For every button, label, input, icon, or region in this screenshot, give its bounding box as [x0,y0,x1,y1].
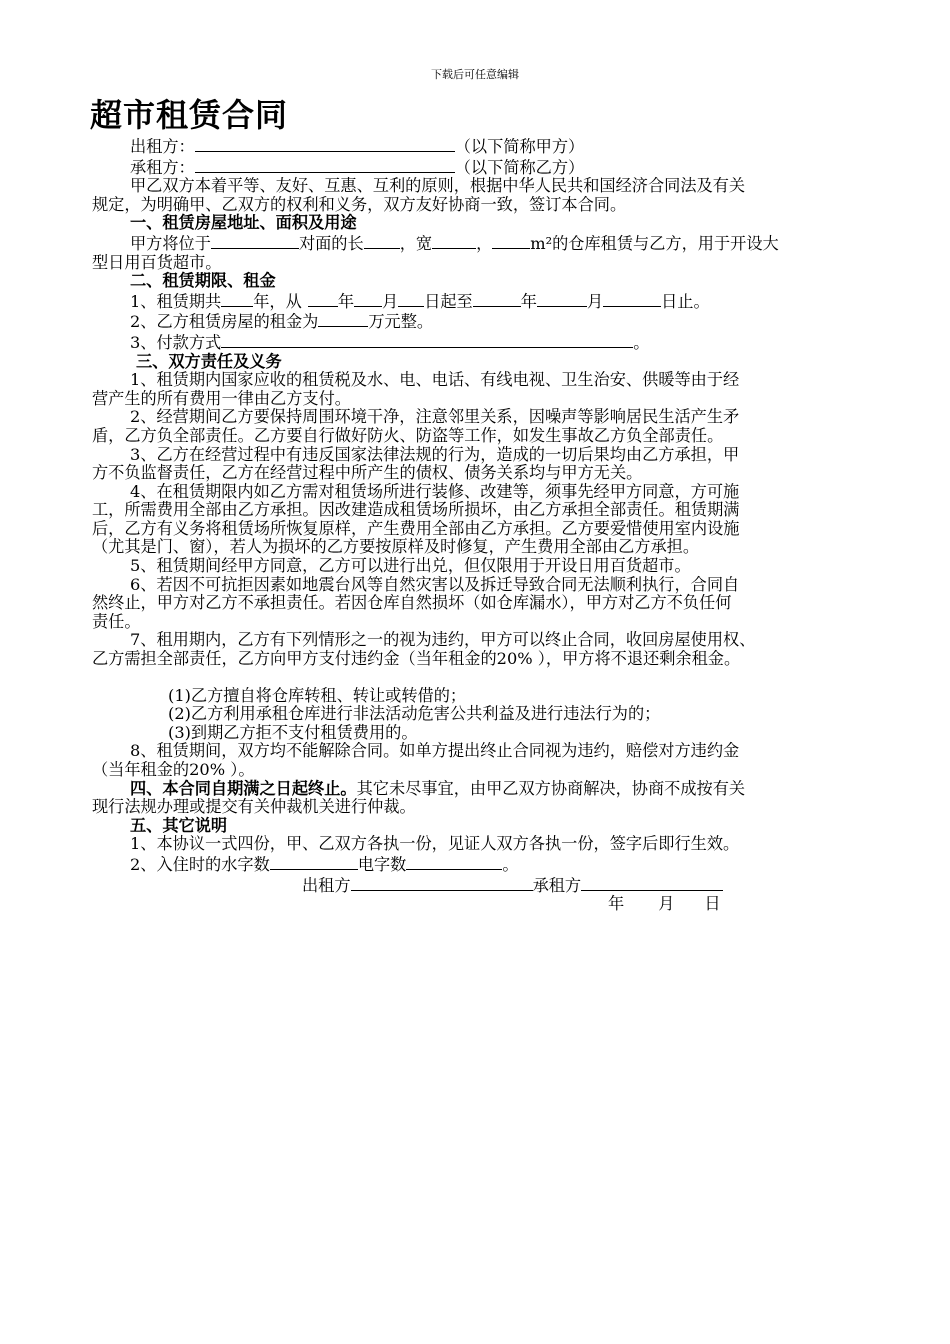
s3-line-2: 营产生的所有费用一律由乙方支付。 [92,388,351,408]
rent-blank [318,311,368,327]
section-5-heading: 五、其它说明 [130,815,228,835]
s1-text-e: m²的仓库租赁与乙方，用于开设大 [530,233,779,253]
s3-line-3: 2、经营期间乙方要保持周围环境干净，注意邻里关系，因噪声等影响居民生活产生矛 [130,407,740,427]
section-3-heading: 三、双方责任及义务 [136,351,282,371]
rent-line [92,311,858,332]
s1-text-b: 对面的长 [298,233,364,253]
s3-line-4: 盾，乙方负全部责任。乙方要自行做好防火、防盗等工作，如发生事故乙方负全部责任。 [92,425,724,445]
lessor-blank [195,136,455,152]
s3-item-8-line-1: 8、租赁期间，双方均不能解除合同。如单方提出终止合同视为违约，赔偿对方违约金 [130,741,740,761]
end-month-blank [537,291,587,307]
width-blank [432,233,476,249]
lessee-blank [195,157,455,173]
rent-text-b: 万元整。 [368,312,434,332]
term-text-g: 月 [586,291,604,311]
start-year-blank [308,291,338,307]
s3-item-8-line-2: （当年租金的20% ）。 [92,760,255,779]
start-month-blank [354,291,382,307]
s5-item-2 [92,854,858,875]
page-header: 下载后可任意编辑 [431,68,519,81]
intro-line-2: 规定，为明确甲、乙双方的权利和义务，双方友好协商一致，签订本合同。 [92,194,627,214]
document-title: 超市租赁合同 [90,96,289,134]
lessee-line [92,157,858,178]
term-text-d: 月 [382,291,399,311]
section-4-text: 其它未尽事宜，由甲乙双方协商解决，协商不成按有关 [356,778,746,798]
s5-item-1: 1、本协议一式四份，甲、乙双方各执一份，见证人双方各执一份，签字后即行生效。 [130,834,740,854]
section-1-paragraph [92,233,858,254]
term-text-b: 年，从 [253,291,302,311]
s3-line-6: 方不负监督责任，乙方在经营过程中所产生的债权、债务关系均与甲方无关。 [92,463,643,483]
s5-end: 。 [502,854,519,874]
date-month: 月 [658,894,675,914]
lessee-label: 承租方： [130,157,195,177]
end-year-blank [473,291,521,307]
s3-line-16: 乙方需担全部责任，乙方向甲方支付违约金（当年租金的20% ），甲方将不退还剩余租金。 [92,649,741,669]
s3-line-12: 6、若因不可抗拒因素如地震台风等自然灾害以及拆迁导致合同无法顺利执行，合同自 [130,574,740,594]
breach-case-2: (2)乙方利用承租仓库进行非法活动危害公共利益及进行违法行为的； [168,704,661,724]
lessee-note: （以下简称乙方） [454,157,585,177]
electric-blank [406,854,502,870]
section-1-paragraph-cont: 型日用百货超市。 [92,252,222,272]
payment-blank [221,332,633,348]
term-text-a: 1、租赁期共 [130,291,222,311]
area-blank [492,233,530,249]
spacer [92,669,858,687]
s1-text-d: ， [476,233,493,253]
s1-text-a: 甲方将位于 [130,233,211,253]
s3-line-1: 1、租赁期内国家应收的租赁税及水、电、电话、有线电视、卫生治安、供暖等由于经 [130,370,740,390]
date-day: 日 [704,894,721,914]
s3-line-10: （尤其是门、窗），若人为损坏的乙方要按原样及时修复，产生费用全部由乙方承担。 [92,537,700,557]
location-blank [211,233,299,249]
lessor-line [92,136,858,157]
length-blank [364,233,400,249]
section-4-heading: 四、本合同自期满之日起终止。 [130,778,357,798]
s3-line-5: 3、乙方在经营过程中有违反国家法律法规的行为，造成的一切后果均由乙方承担，甲 [130,444,740,464]
s3-line-8: 工，所需费用全部由乙方承担。因改建造成租赁场所损坏，由乙方承担全部责任。租赁期满 [92,500,740,520]
s3-line-11: 5、租赁期间经甲方同意，乙方可以进行出兑，但仅限用于开设日用百货超市。 [130,556,691,576]
payment-text-a: 3、付款方式 [130,332,222,352]
term-text-h: 日止。 [661,291,710,311]
s3-line-9: 后，乙方有义务将租赁场所恢复原样，产生费用全部由乙方承担。乙方要爱惜使用室内设施 [92,518,740,538]
date-year: 年 [608,894,625,914]
contract-body [92,136,858,914]
lessor-sign-label: 出租方 [302,875,351,895]
s3-line-14: 责任。 [92,611,141,631]
electric-label: 电字数 [357,854,407,874]
term-line [92,291,858,312]
term-years-blank [221,291,253,307]
lessor-label: 出租方： [130,137,195,156]
s3-line-15: 7、租用期内，乙方有下列情形之一的视为违约，甲方可以终止合同，收回房屋使用权、 [130,630,756,650]
water-label: 2、入住时的水字数 [130,854,270,874]
intro-line-1: 甲乙双方本着平等、友好、互惠、互利的原则，根据中华人民共和国经济合同法及有关 [130,176,746,196]
lessor-sign-blank [351,875,533,891]
s3-line-13: 然终止，甲方对乙方不承担责任。若因仓库自然损坏（如仓库漏水），甲方对乙方不负任何 [92,593,732,613]
term-text-c: 年 [337,291,354,311]
s3-line-7: 4、在租赁期限内如乙方需对租赁场所进行装修、改建等，须事先经甲方同意，方可施 [130,481,740,501]
lessor-note: （以下简称甲方） [454,137,585,156]
payment-text-b: 。 [633,332,650,352]
end-day-blank [603,291,661,307]
section-4-line [92,780,858,799]
lessee-sign-label: 承租方 [532,875,582,895]
section-1-heading: 一、租赁房屋地址、面积及用途 [130,213,357,233]
section-2-heading: 二、租赁期限、租金 [130,271,276,291]
term-text-f: 年 [520,291,537,311]
breach-case-1: (1)乙方擅自将仓库转租、转让或转借的； [168,685,467,705]
s1-text-c: ，宽 [399,233,433,253]
signature-line [92,875,858,896]
rent-text-a: 2、乙方租赁房屋的租金为 [130,312,319,332]
water-blank [270,854,358,870]
start-day-blank [398,291,424,307]
term-text-e: 日起至 [424,291,473,311]
lessee-sign-blank [581,875,723,891]
breach-case-3: (3)到期乙方拒不支付租赁费用的。 [168,722,418,742]
payment-line [92,332,858,353]
section-4-cont: 现行法规办理或提交有关仲裁机关进行仲裁。 [92,797,416,817]
date-line [92,895,858,914]
